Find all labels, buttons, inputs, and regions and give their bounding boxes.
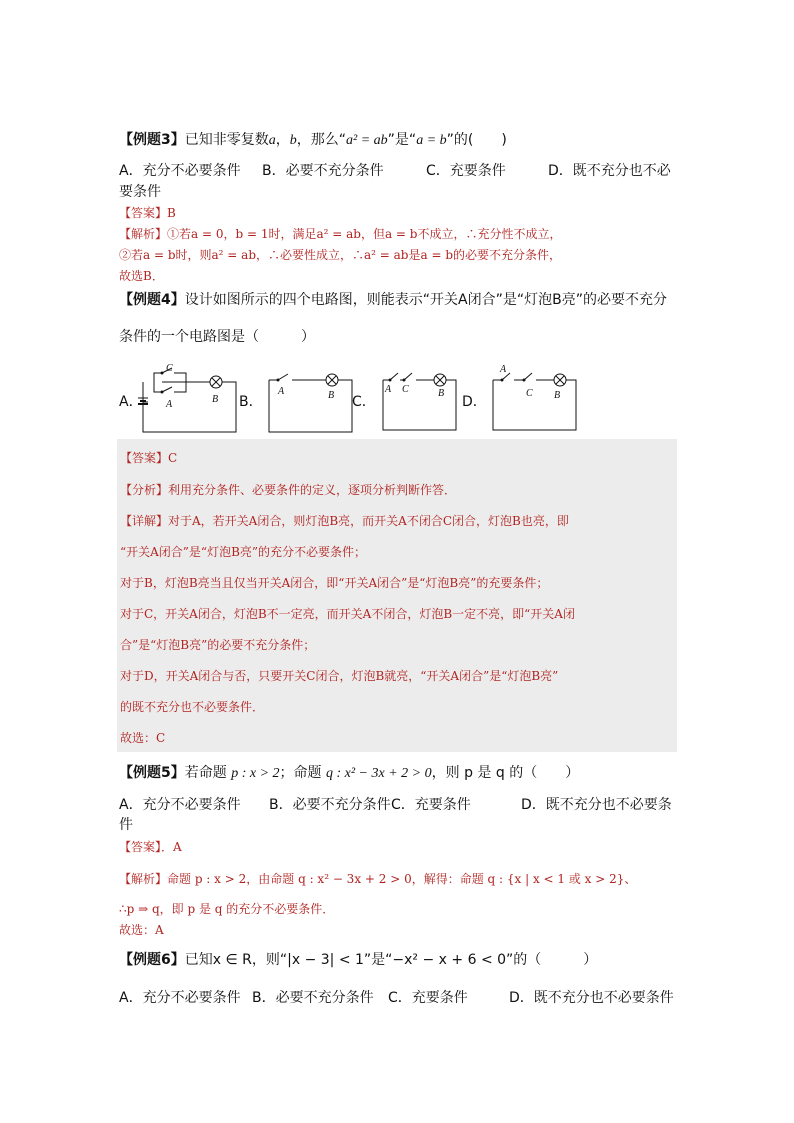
circuit-diagram-c [380,372,460,434]
ex6-option-a: A．充分不必要条件 [119,990,241,1006]
circuit-d-letter-a: A [500,364,507,375]
ex4-fenxi: 【分析】利用充分条件、必要条件的定义，逐项分析判断作答． [120,483,457,497]
ex5-conclusion: 故选：A [119,923,164,937]
example-4-stem-2: 条件的一个电路图是（ ） [119,329,315,345]
ex5-option-b: B．必要不充分条件 [269,797,391,813]
ex5-option-d-cont: 件 [119,817,133,833]
ex3-conclusion: 故选B． [119,269,164,283]
ex6-option-c: C．充要条件 [388,990,468,1006]
ex6-option-b: B．必要不充分条件 [252,990,374,1006]
ex4-answer: 【答案】C [120,451,178,465]
circuit-a-letter-c: C [166,363,173,374]
circuit-label-c: C． [352,394,376,410]
ex5-option-a: A．充分不必要条件 [119,797,241,813]
ex3-option-d-cont: 要条件 [119,184,161,200]
proposition-p: p : x > 2 [231,766,280,781]
ex4-detail-5: 合”是“灯泡B亮”的必要不充分条件； [120,638,316,652]
circuit-d-letter-c: C [526,388,533,399]
example-5-stem-3: ，则 p 是 q 的（ ） [431,765,580,781]
ex3-analysis-2: ②若a = b时，则a² = ab，∴必要性成立，∴a² = ab是a = b的必要不充分条件， [119,248,562,262]
example-4-stem-1: 设计如图所示的四个电路图，则能表示“开关A闭合”是“灯泡B亮”的必要不充分 [184,292,667,308]
circuit-label-b: B． [239,394,263,410]
circuit-c-letter-b: B [438,388,445,399]
ex4-detail-2: “开关A闭合”是“灯泡B亮”的充分不必要条件； [120,545,367,559]
ex4-detail-3: 对于B，灯泡B亮当且仅当开关A闭合，即“开关A闭合”是“灯泡B亮”的充要条件； [120,576,549,590]
circuit-label-a: A． [119,394,143,410]
ex3-option-d: D．既不充分也不必 [548,163,671,179]
circuit-diagram-b [266,372,356,434]
example-4-tag: 【例题4】 [119,292,185,308]
ex4-detail-4: 对于C，开关A闭合，灯泡B不一定亮，而开关A不闭合，灯泡B一定不亮，即“开关A闭 [120,607,575,621]
example-6-tag: 【例题6】 [119,952,185,968]
ex3-answer: 【答案】B [119,206,176,220]
ex3-option-b: B．必要不充分条件 [262,163,384,179]
circuit-b-letter-b: B [328,390,335,401]
example-5-question [119,763,675,784]
var-a: a [268,133,276,148]
example-6-question [119,950,675,970]
ex3-option-a: A．充分不必要条件 [119,163,241,179]
ex5-analysis-2: ∴p ⇒ q，即 p 是 q 的充分不必要条件． [119,902,335,916]
ex6-option-d: D．既不充分也不必要条件 [509,990,674,1006]
circuit-a-letter-a: A [166,399,173,410]
ex4-detail-1: 【详解】对于A，若开关A闭合，则灯泡B亮，而开关A不闭合C闭合，灯泡B也亮，即 [120,514,569,528]
circuit-label-d: D． [462,394,487,410]
proposition-q: q : x² − 3x + 2 > 0 [325,766,432,781]
circuit-diagram-d [490,364,580,434]
ex3-option-c: C．充要条件 [426,163,506,179]
example-5-stem: 若命题 [184,765,232,781]
example-4-question [119,290,675,310]
ex5-analysis-1: 【解析】命题 p : x > 2，由命题 q : x² − 3x + 2 > 0，解得：命题 q : {x | x < 1 或 x > 2}、 [119,872,637,886]
circuit-d-letter-b: B [554,390,561,401]
example-6-stem: 已知x ∈ R，则“|x − 3| < 1”是“−x² − x + 6 < 0”的（ ） [184,952,598,968]
example-3-question [119,130,675,151]
ex4-conclusion: 故选：C [120,731,166,745]
condition-1: a² = ab [346,133,388,148]
circuit-c-letter-c: C [402,384,409,395]
circuit-b-letter-a: A [278,386,285,397]
circuit-c-letter-a: A [385,384,392,395]
stem-tail: ”的( ) [446,132,507,148]
ex5-option-c: C．充要条件 [391,797,471,813]
example-4-solution-box [117,439,677,752]
example-3-stem: 已知非零复数 [184,132,269,148]
example-5-stem-2: ；命题 [279,765,326,781]
example-5-tag: 【例题5】 [119,765,185,781]
stem-mid2: ”是“ [387,132,417,148]
ex5-answer: 【答案】．A [119,840,182,854]
ex4-detail-6: 对于D，开关A闭合与否，只要开关C闭合，灯泡B就亮，“开关A闭合”是“灯泡B亮” [120,669,559,683]
example-3-tag: 【例题3】 [119,132,185,148]
circuit-a-letter-b: B [212,394,219,405]
ex4-detail-7: 的既不充分也不必要条件． [120,700,265,714]
comma: ， [275,132,290,148]
condition-2: a = b [416,133,447,148]
var-b: b [289,133,297,148]
ex3-analysis-1: 【解析】①若a = 0，b = 1时，满足a² = ab，但a = b不成立，∴充分性不成立， [119,227,562,241]
ex5-option-d: D．既不充分也不必要条 [521,797,672,813]
stem-mid: ，那么“ [296,132,347,148]
circuit-diagram-a [140,363,240,434]
